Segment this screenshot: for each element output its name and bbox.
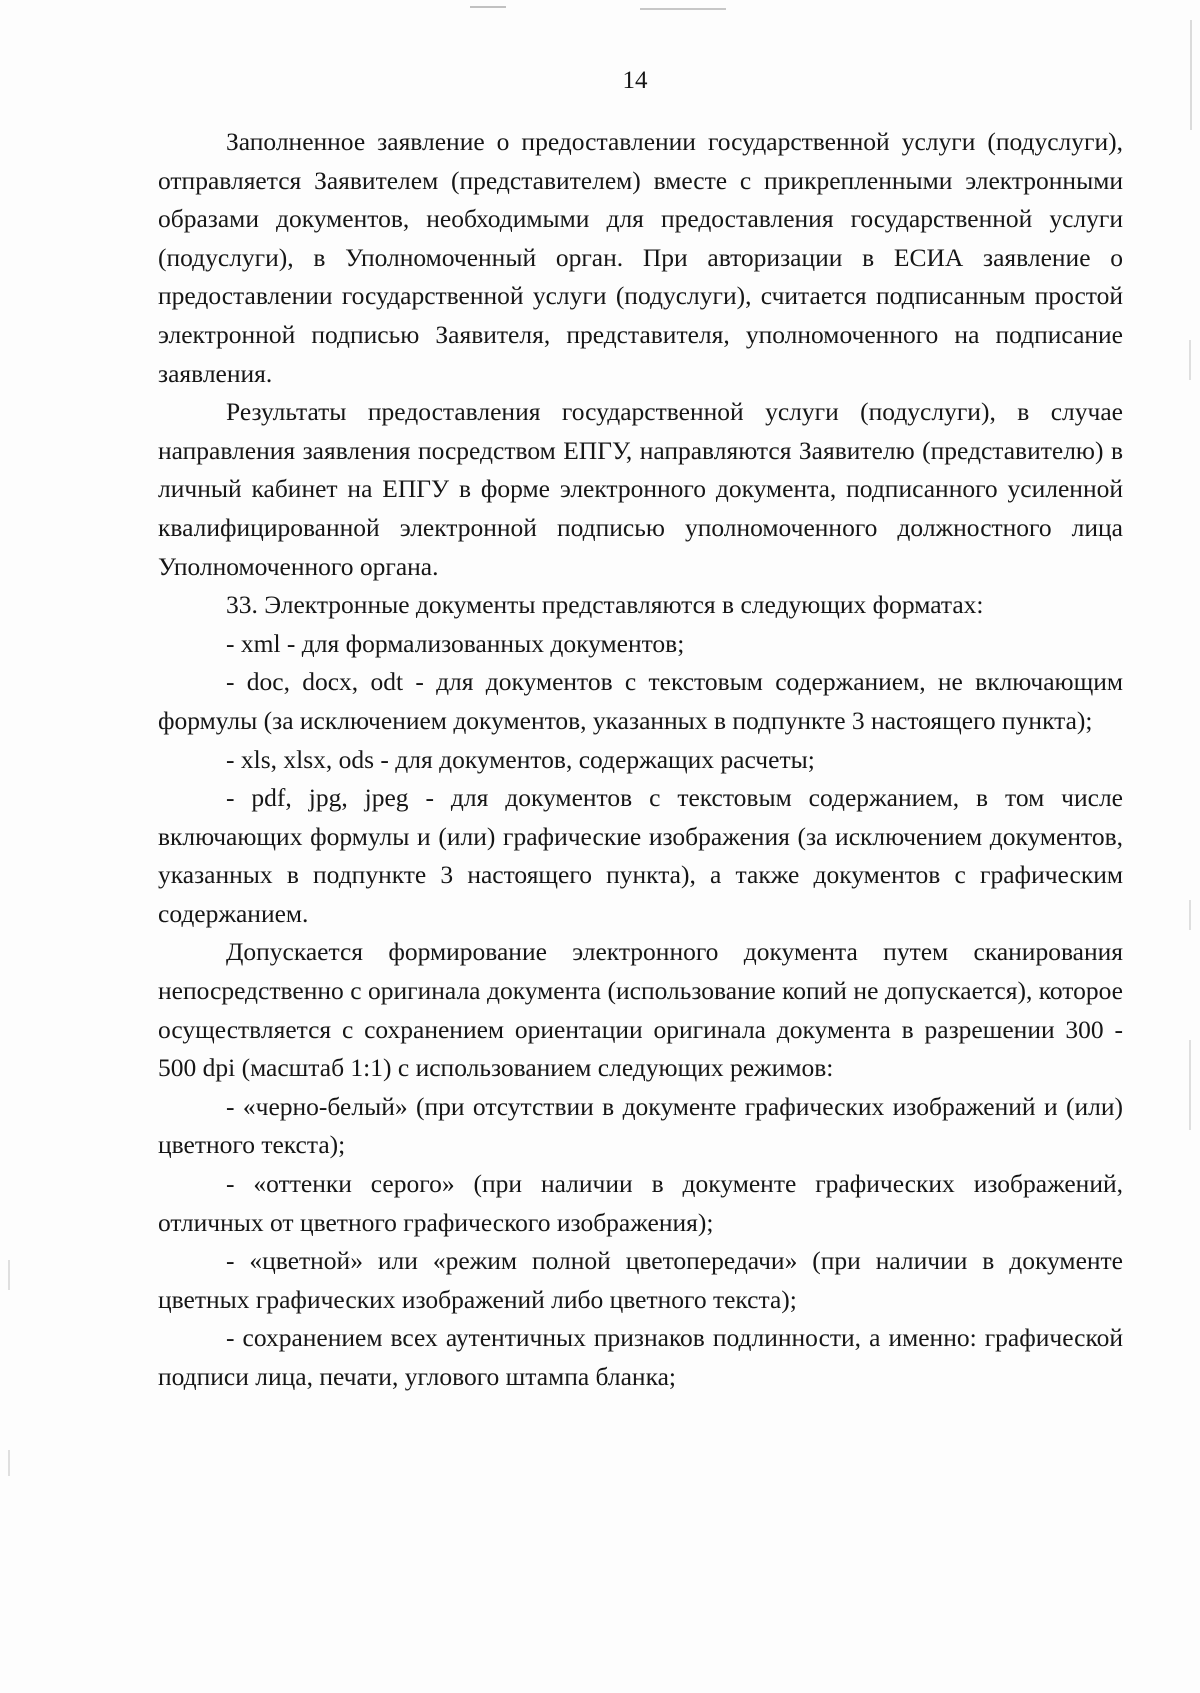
page-number: 14: [622, 67, 648, 94]
paragraph-scanning: Допускается формирование электронного документа путем сканирования непосредственно с оригинала документа (использование копий не допускается), которое осуществляется с сохранением ориентации оригинала документа в разрешении 300 - 500 dpi (масштаб 1:1) с использованием следующих режимов:: [158, 937, 1123, 1083]
scan-artifact: [1189, 340, 1191, 380]
scan-artifact: [8, 1450, 10, 1476]
scan-artifact: [640, 8, 726, 10]
paragraph-application-submission: Заполненное заявление о предоставлении государственной услуги (подуслуги), отправляется Заявителем (представителем) вместе с прикрепленными электронными образами документов, необходимыми для предоставления государственной услуги (подуслуги), в Уполномоченный орган. При авторизации в ЕСИА заявление о предоставлении государственной услуги (подуслуги), считается подписанным простой электронной подписью Заявителя, представителя, уполномоченного на подписание заявления.: [158, 127, 1123, 388]
list-item-authenticity: - сохранением всех аутентичных признаков подлинности, а именно: графической подписи лица, печати, углового штампа бланка;: [158, 1323, 1123, 1391]
list-item-grayscale: - «оттенки серого» (при наличии в документе графических изображений, отличных от цветного графического изображения);: [158, 1169, 1123, 1237]
scan-artifact: [470, 6, 506, 8]
scan-artifact: [1189, 1040, 1191, 1130]
list-item-pdf: - pdf, jpg, jpeg - для документов с текстовым содержанием, в том числе включающих формулы и (или) графические изображения (за исключением документов, указанных в подпункте 3 настоящего пункта), а также документов с графическим содержанием.: [158, 783, 1123, 928]
paragraph-service-results: Результаты предоставления государственной услуги (подуслуги), в случае направления заявления посредством ЕПГУ, направляются Заявителю (представителю) в личный кабинет на ЕПГУ в форме электронного документа, подписанного усиленной квалифицированной электронной подписью уполномоченного должностного лица Уполномоченного органа.: [158, 397, 1123, 581]
list-item-color: - «цветной» или «режим полной цветопередачи» (при наличии в документе цветных графических изображений либо цветного текста);: [158, 1246, 1123, 1314]
scan-artifact: [1189, 900, 1191, 930]
scan-artifact: [8, 1260, 10, 1290]
list-item-xls: - xls, xlsx, ods - для документов, содержащих расчеты;: [226, 744, 815, 774]
list-item-black-white: - «черно-белый» (при отсутствии в документе графических изображений и (или) цветного текста);: [158, 1091, 1123, 1160]
list-item-xml: - xml - для формализованных документов;: [226, 628, 685, 658]
paragraph-formats-heading: 33. Электронные документы представляются в следующих форматах:: [226, 590, 984, 620]
list-item-doc: - doc, docx, odt - для документов с текстовым содержанием, не включающим формулы (за исключением документов, указанных в подпункте 3 настоящего пункта);: [158, 667, 1123, 735]
document-body: [158, 123, 1123, 1397]
